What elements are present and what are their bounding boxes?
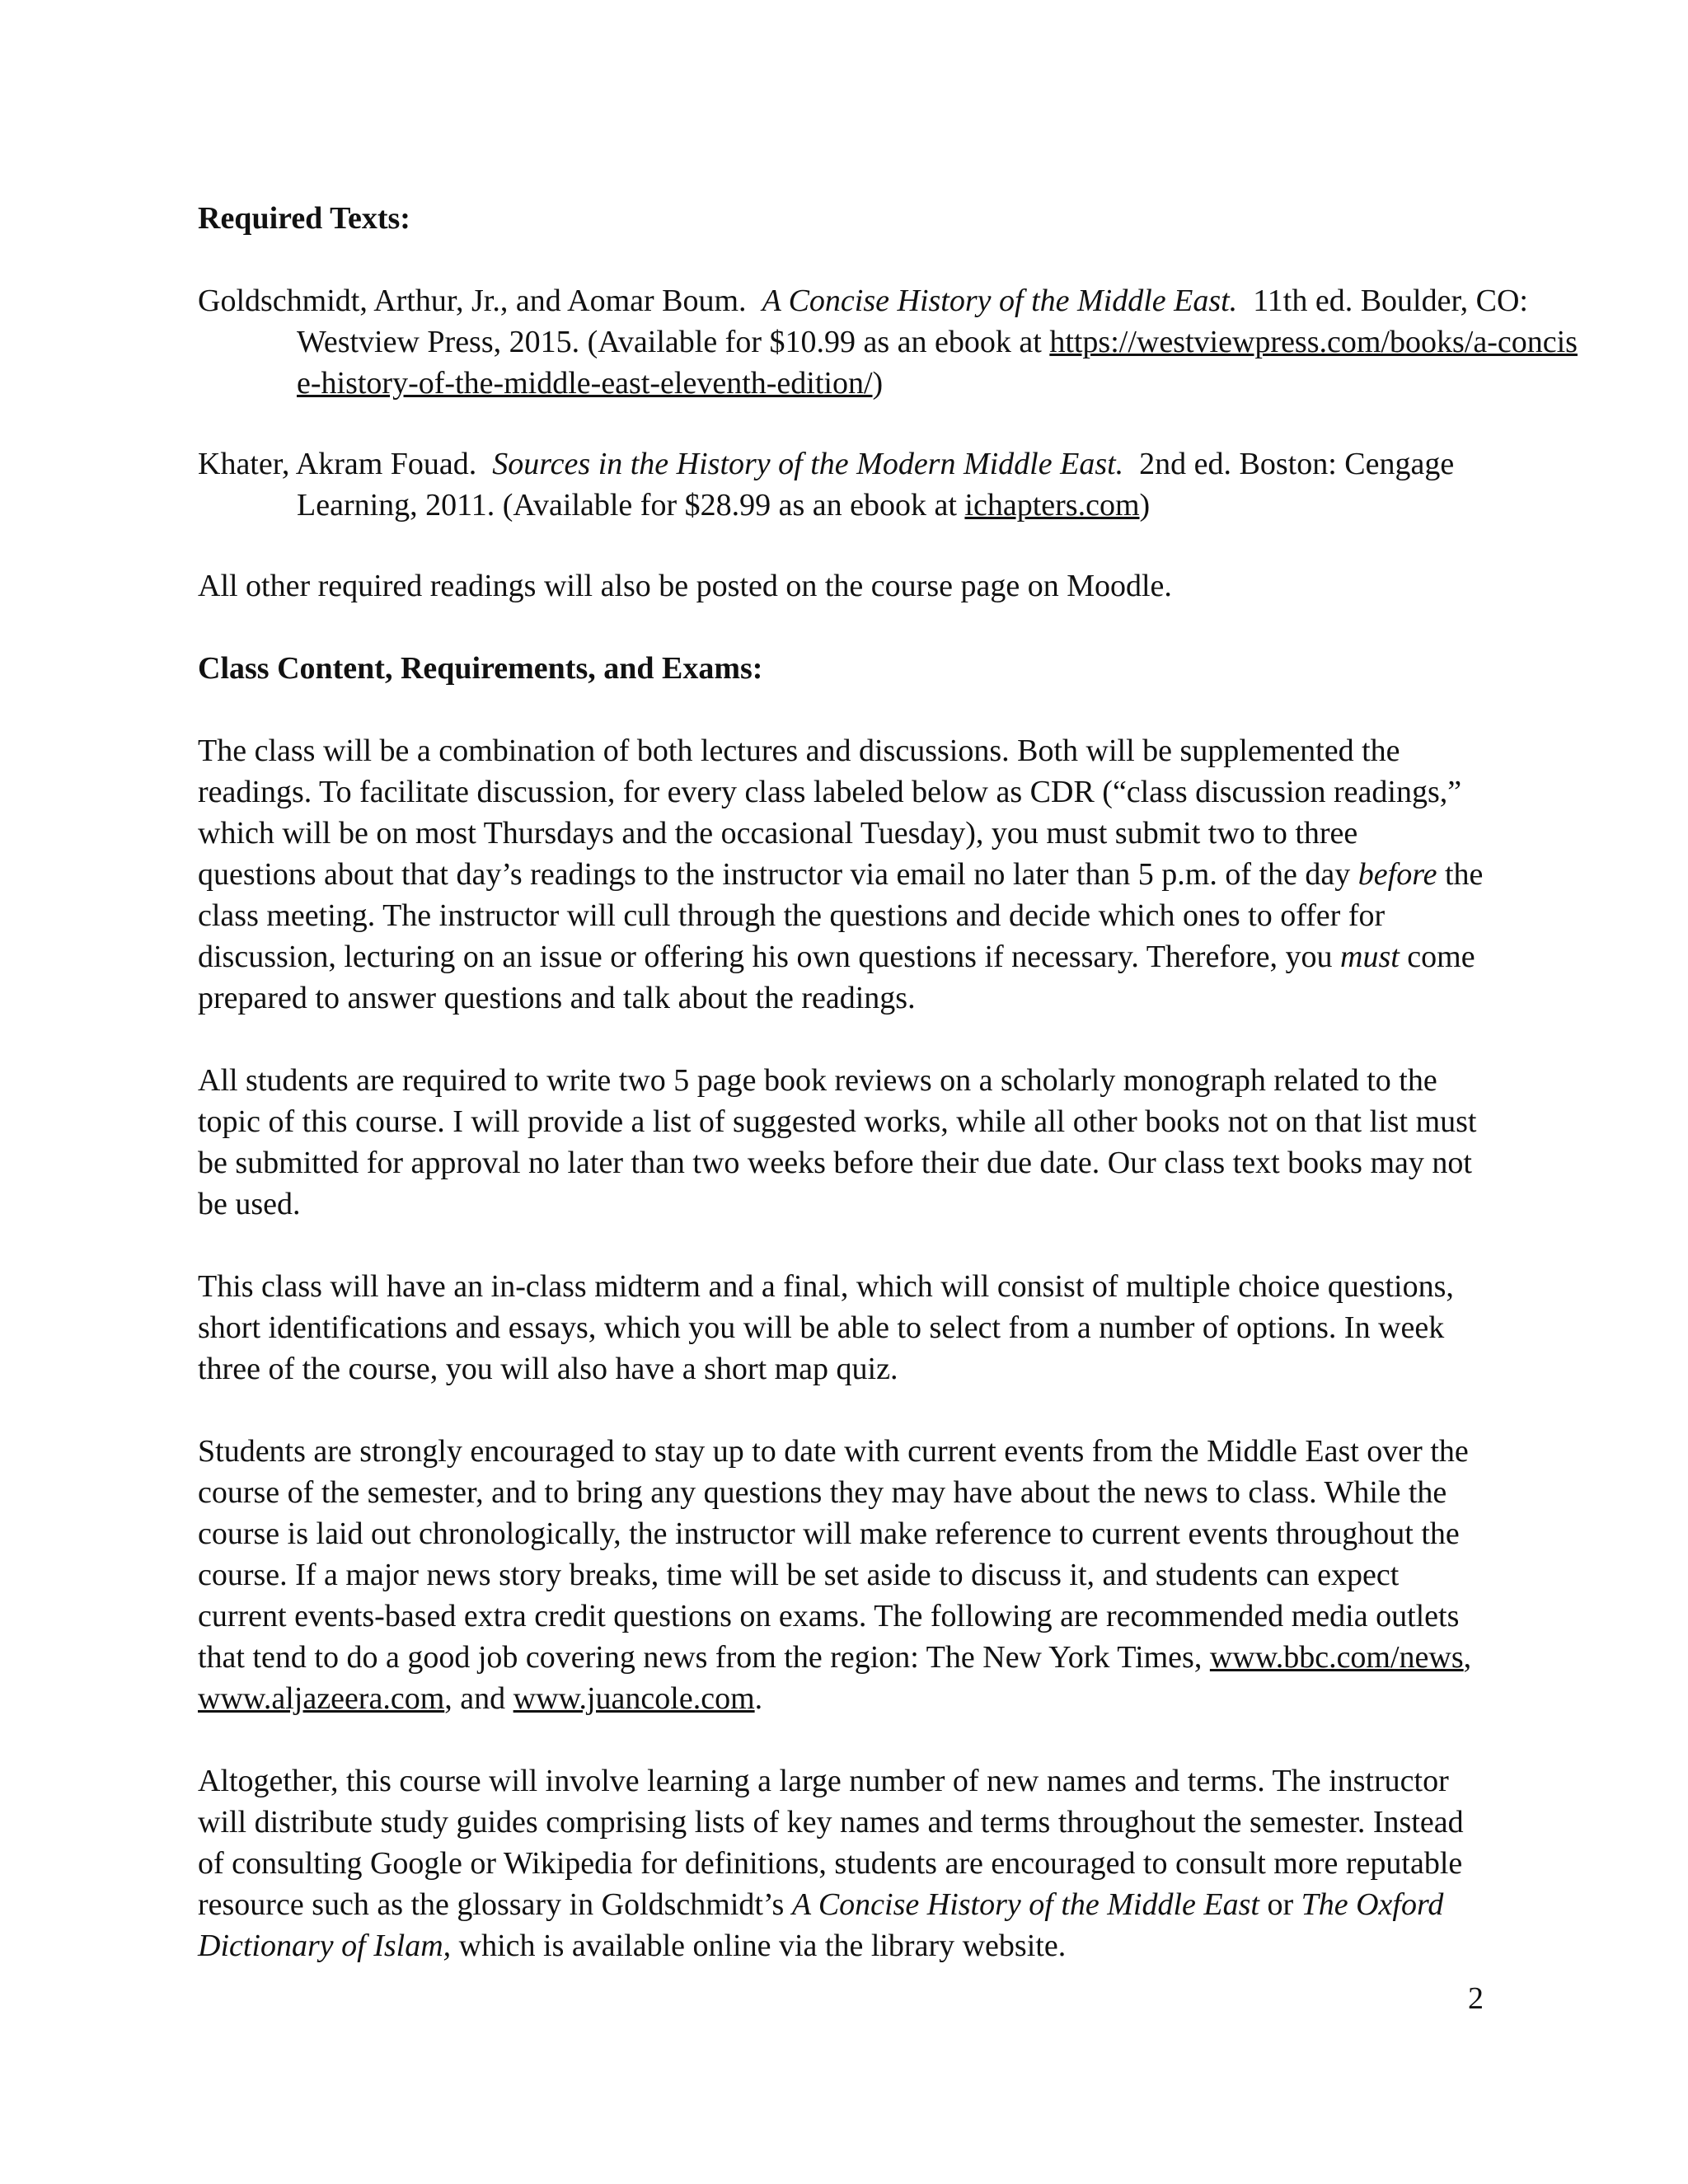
citation-close: ) <box>872 366 884 401</box>
citation-author: Khater, Akram Fouad. <box>198 447 477 481</box>
paragraph-text: or <box>1259 1887 1301 1922</box>
citation-title: A Concise History of the Middle East. <box>762 284 1238 318</box>
paragraph-text: Altogether, this course will involve learning a large number of new names and terms. The instructor will distribute study guides comprising lists of key names and terms throughout the semester. Instead of consulting Google or Wikipedia for definitions, students are encouraged to consult more reputable resource such as the glossary in Goldschmidt’s <box>198 1764 1464 1922</box>
moodle-note: All other required readings will also be posted on the course page on Moodle. <box>198 569 1172 603</box>
separator-text: . <box>754 1681 763 1716</box>
aljazeera-link[interactable]: www.aljazeera.com <box>198 1681 445 1716</box>
separator-text: , and <box>444 1681 513 1716</box>
citation-author: Goldschmidt, Arthur, Jr., and Aomar Boum. <box>198 284 747 318</box>
page-number: 2 <box>1468 1981 1484 2016</box>
paragraph-book-reviews: All students are required to write two 5 page book reviews on a scholarly monograph related to the topic of this course. I will provide a list of suggested works, while all other books not on that list must be submitted for approval no later than two weeks before their due date. Our class text books may not be used. <box>198 1063 1477 1221</box>
emphasis-text: The Oxford Dictionary of Islam, <box>198 1887 1444 1963</box>
paragraph-discussion <box>198 730 1484 1019</box>
paragraph-text: come prepared to answer questions and talk about the readings. <box>198 940 1475 1015</box>
emphasis-text: A Concise History of the Middle East <box>791 1887 1259 1922</box>
paragraph-text: The class will be a combination of both lectures and discussions. Both will be supplemented the readings. To facilitate discussion, for every class labeled below as CDR (“class discussion readings,” which will be on most Thursdays and the occasional Tuesday), you must submit two to three questions about that day’s readings to the instructor via email no later than 5 p.m. of the day <box>198 733 1462 892</box>
westview-link[interactable]: https://westviewpress.com/books/a-concise-history-of-the-middle-east-eleventh-edition/ <box>297 325 1578 401</box>
emphasis-text: must <box>1340 940 1400 974</box>
paragraph-exams: This class will have an in-class midterm and a final, which will consist of multiple choice questions, short identifications and essays, which you will be able to select from a number of options. In week three of the course, you will also have a short map quiz. <box>198 1269 1454 1386</box>
paragraph-current-events <box>198 1431 1484 1719</box>
citation-title: Sources in the History of the Modern Middle East. <box>492 447 1124 481</box>
paragraph-text: Students are strongly encouraged to stay up to date with current events from the Middle East over the course of the semester, and to bring any questions they may have about the news to class. While the course is laid out chronologically, the instructor will make reference to current events throughout the course. If a major news story breaks, time will be set aside to discuss it, and students can expect current events-based extra credit questions on exams. The following are recommended media outlets that tend to do a good job covering news from the region: The New York Times, <box>198 1434 1469 1675</box>
citation-goldschmidt <box>198 280 1582 404</box>
emphasis-text: before <box>1357 857 1437 892</box>
ichapters-link[interactable]: ichapters.com <box>964 488 1140 523</box>
required-texts-heading: Required Texts: <box>198 201 410 236</box>
paragraph-text: the class meeting. The instructor will cull through the questions and decide which ones to offer for discussion, lecturing on an issue or offering his own questions if necessary. Therefore, you <box>198 857 1484 974</box>
citation-publication: 2nd ed. Boston: Cengage Learning, 2011. (Available for $28.99 as an ebook at <box>297 447 1455 523</box>
bbc-link[interactable]: www.bbc.com/news <box>1209 1640 1464 1675</box>
paragraph-text: which is available online via the library website. <box>451 1929 1067 1963</box>
citation-close: ) <box>1139 488 1151 523</box>
citation-khater <box>198 443 1582 526</box>
class-content-heading: Class Content, Requirements, and Exams: <box>198 651 763 686</box>
paragraph-names-terms <box>198 1760 1484 1966</box>
citation-publication: 11th ed. Boulder, CO: Westview Press, 2015. (Available for $10.99 as an ebook at <box>297 284 1528 359</box>
juancole-link[interactable]: www.juancole.com <box>513 1681 755 1716</box>
separator-text: , <box>1463 1640 1472 1675</box>
